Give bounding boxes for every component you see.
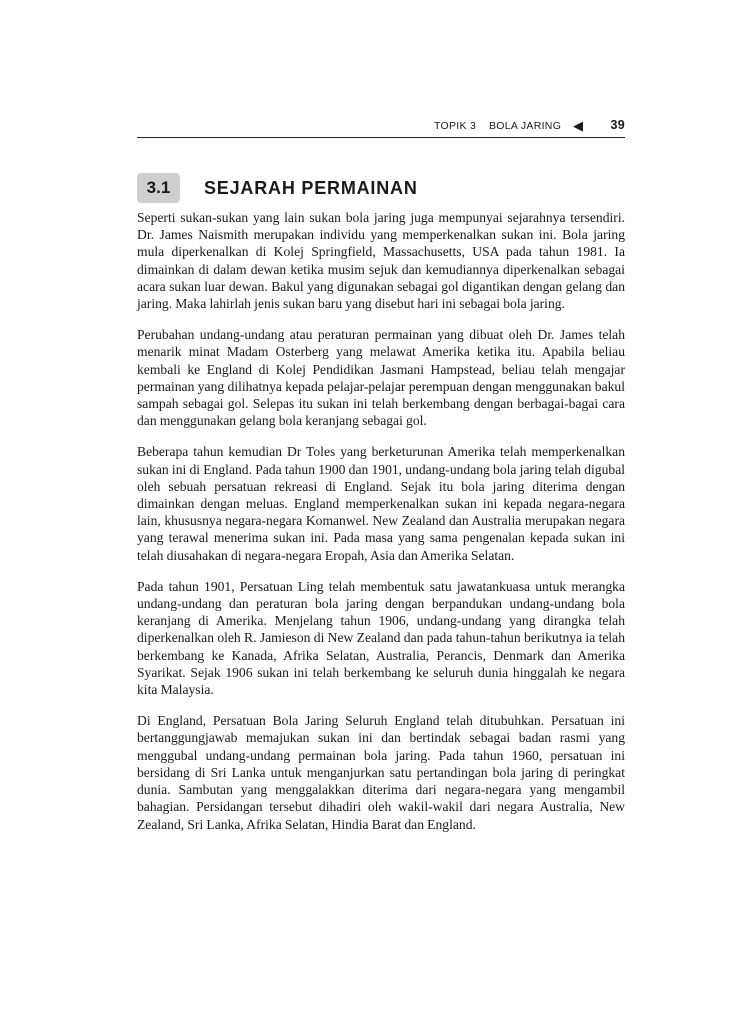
running-header [137,119,625,135]
section-number-badge: 3.1 [137,173,180,203]
paragraph: Beberapa tahun kemudian Dr Toles yang berketurunan Amerika telah memperkenalkan sukan ini di England. Pada tahun 1900 dan 1901, undang-undang bola jaring telah digubal oleh sebuah persatuan rekreasi di England. Sejak itu bola jaring diterima dengan dimainkan dengan meluas. England memperkenalkan sukan ini kepada negara-negara lain, khususnya negara-negara Komanwel. New Zealand dan Australia merupakan negara yang terawal menerima sukan ini. Pada masa yang sama pengenalan kepada sukan ini telah diusahakan di negara-negara Eropah, Asia dan Amerika Selatan. [137,444,625,563]
arrow-left-icon: ◀ [573,118,584,133]
paragraph: Perubahan undang-undang atau peraturan permainan yang dibuat oleh Dr. James telah menarik minat Madam Osterberg yang melawat Amerika ketika itu. Apabila beliau kembali ke England di Kolej Pendidikan Jasmani Hampstead, beliau telah mengajar permainan yang dilihatnya kepada pelajar-pelajar perempuan dengan menggunakan bakul sampah sebagai gol. Selepas itu sukan ini telah berkembang dengan berbagai-bagai cara dan menggunakan gelang bola keranjang sebagai gol. [137,327,625,429]
paragraph: Pada tahun 1901, Persatuan Ling telah membentuk satu jawatankuasa untuk merangka undang-undang dan peraturan bola jaring dengan berpandukan undang-undang bola keranjang di Amerika. Menjelang tahun 1906, undang-undang yang dirangka telah diperkenalkan oleh R. Jamieson di New Zealand dan pada tahun-tahun berikutnya ia telah berkembang ke Kanada, Afrika Selatan, Australia, Perancis, Denmark dan Amerika Syarikat. Sejak 1906 sukan ini telah berkembang ke seluruh dunia hinggalah ke negara kita Malaysia. [137,578,625,698]
body-text [137,209,625,847]
header-divider [137,137,625,138]
header-chapter-title: BOLA JARING [489,120,562,132]
paragraph: Seperti sukan-sukan yang lain sukan bola jaring juga mempunyai sejarahnya tersendiri. Dr. James Naismith merupakan individu yang memperkenalkan sukan ini. Bola jaring mula diperkenalkan di Kolej Springfield, Massachusetts, USA pada tahun 1981. Ia dimainkan di dalam dewan ketika musim sejuk dan kemudiannya diperkenalkan sebagai acara sukan luar dewan. Bakul yang digunakan sebagai gol digantikan dengan gelang dan jaring. Maka lahirlah jenis sukan baru yang disebut hari ini sebagai bola jaring. [137,210,625,312]
section-title: SEJARAH PERMAINAN [204,178,418,198]
page-number: 39 [610,118,625,132]
header-topic: TOPIK 3 [434,120,477,132]
paragraph: Di England, Persatuan Bola Jaring Seluruh England telah ditubuhkan. Persatuan ini bertanggungjawab memajukan sukan ini dan bertindak sebagai badan rasmi yang menggubal undang-undang permainan bola jaring. Pada tahun 1960, persatuan ini bersidang di Sri Lanka untuk menganjurkan satu pertandingan bola jaring di peringkat dunia. Sambutan yang menggalakkan diterima dari negara-negara yang mengambil bahagian. Persidangan tersebut dihadiri oleh wakil-wakil dari negara Australia, New Zealand, Sri Lanka, Afrika Selatan, Hindia Barat dan England. [137,713,625,832]
